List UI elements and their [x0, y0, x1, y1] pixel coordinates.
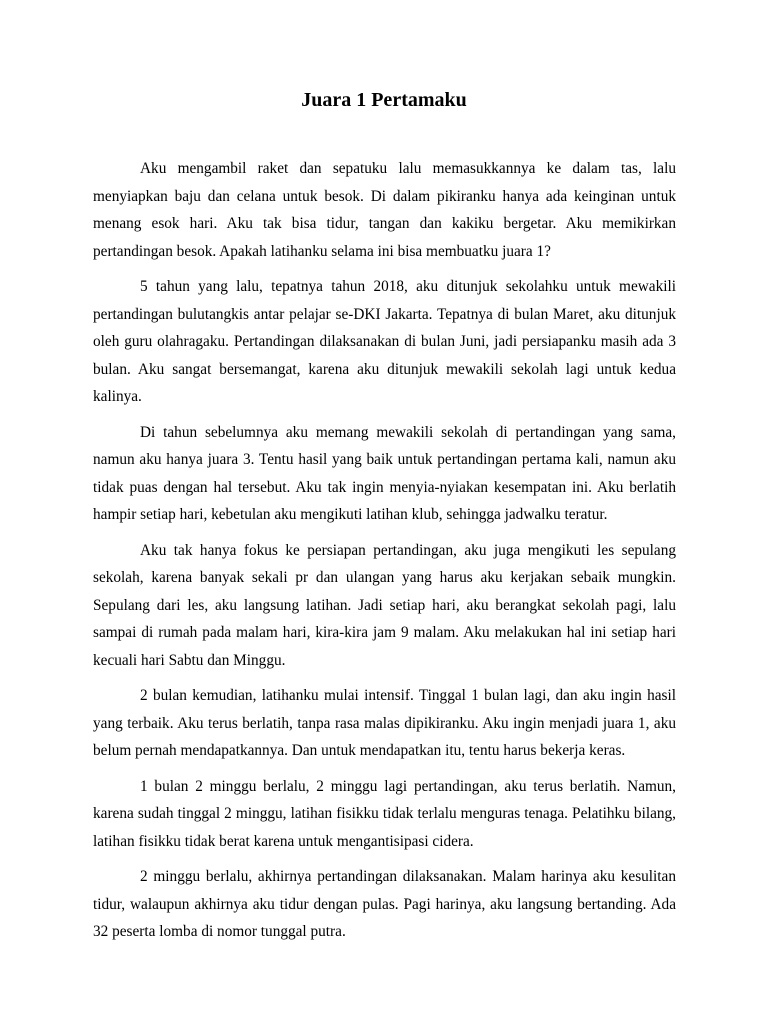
- paragraph: 1 bulan 2 minggu berlalu, 2 minggu lagi pertandingan, aku terus berlatih. Namun, karena sudah tinggal 2 minggu, latihan fisikku tidak terlalu menguras tenaga. Pelatihku bilang, latihan fisikku tidak berat karena untuk mengantisipasi cidera.: [93, 777, 676, 850]
- document-body: [93, 155, 676, 954]
- paragraph: 2 minggu berlalu, akhirnya pertandingan dilaksanakan. Malam harinya aku kesulitan tidur, walaupun akhirnya aku tidur dengan pulas. Pagi harinya, aku langsung bertanding. Ada 32 peserta lomba di nomor tunggal putra.: [93, 868, 676, 940]
- paragraph: 5 tahun yang lalu, tepatnya tahun 2018, aku ditunjuk sekolahku untuk mewakili pertandingan bulutangkis antar pelajar se-DKI Jakarta. Tepatnya di bulan Maret, aku ditunjuk oleh guru olahragaku. Pertandingan dilaksanakan di bulan Juni, jadi persiapanku masih ada 3 bulan. Aku sangat bersemangat, karena aku ditunjuk mewakili sekolah lagi untuk kedua kalinya.: [93, 278, 676, 405]
- paragraph: Di tahun sebelumnya aku memang mewakili sekolah di pertandingan yang sama, namun aku hanya juara 3. Tentu hasil yang baik untuk pertandingan pertama kali, namun aku tidak puas dengan hal tersebut. Aku tak ingin menyia-nyiakan kesempatan ini. Aku berlatih hampir setiap hari, kebetulan aku mengikuti latihan klub, sehingga jadwalku teratur.: [93, 423, 676, 523]
- paragraph: 2 bulan kemudian, latihanku mulai intensif. Tinggal 1 bulan lagi, dan aku ingin hasil yang terbaik. Aku terus berlatih, tanpa rasa malas dipikiranku. Aku ingin menjadi juara 1, aku belum pernah mendapatkannya. Dan untuk mendapatkan itu, tentu harus bekerja keras.: [93, 687, 676, 759]
- paragraph: Aku tak hanya fokus ke persiapan pertandingan, aku juga mengikuti les sepulang sekolah, karena banyak sekali pr dan ulangan yang harus aku kerjakan sebaik mungkin. Sepulang dari les, aku langsung latihan. Jadi setiap hari, aku berangkat sekolah pagi, lalu sampai di rumah pada malam hari, kira-kira jam 9 malam. Aku melakukan hal ini setiap hari kecuali hari Sabtu dan Minggu.: [93, 541, 676, 669]
- paragraph: Aku mengambil raket dan sepatuku lalu memasukkannya ke dalam tas, lalu menyiapkan baju dan celana untuk besok. Di dalam pikiranku hanya ada keinginan untuk menang esok hari. Aku tak bisa tidur, tangan dan kakiku bergetar. Aku memikirkan pertandingan besok. Apakah latihanku selama ini bisa membuatku juara 1?: [93, 160, 676, 260]
- document-title: Juara 1 Pertamaku: [301, 89, 467, 111]
